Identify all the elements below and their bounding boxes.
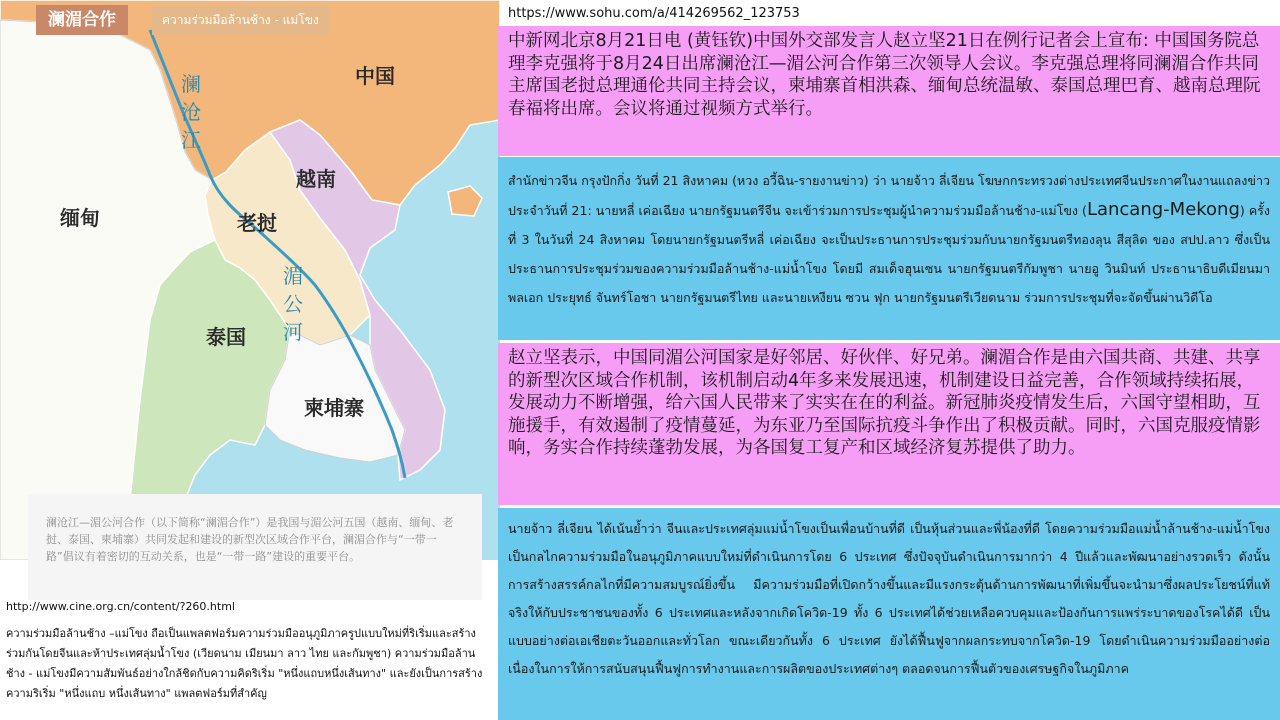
map-caption: 澜沧江—湄公河合作（以下简称“澜湄合作”）是我国与湄公河五国（越南、缅甸、老挝、泰国、柬埔寨）共同发起和建设的新型次区域合作平台，澜湄合作与“一带一路”倡议有着密切的互动关系，也是“一带一路”建设的重要平台。 (28, 494, 482, 600)
source-url-right: https://www.sohu.com/a/414269562_123753 (508, 6, 800, 21)
source-url-left: http://www.cine.org.cn/content/?260.html (6, 600, 235, 613)
label-vietnam: 越南 (296, 167, 336, 191)
label-mekong-river: 湄公河 (283, 264, 303, 344)
label-laos: 老挝 (237, 211, 277, 235)
mekong-map (0, 0, 500, 560)
label-china: 中国 (355, 64, 395, 88)
label-lancang-river: 澜沧江 (181, 72, 201, 152)
lmc-thai-title-tag: ความร่วมมือล้านช้าง - แม่โขง (152, 5, 329, 35)
chinese-paragraph-2: 赵立坚表示，中国同湄公河国家是好邻居、好伙伴、好兄弟。澜湄合作是由六国共商、共建、共享的新型次区域合作机制，该机制启动4年多来发展迅速，机制建设日益完善，合作领域持续拓展，发展动力不断增强，给六国人民带来了实实在在的利益。新冠肺炎疫情发生后，六国守望相助，互施援手，有效遏制了疫情蔓延，为东亚乃至国际抗疫斗争作出了积极贡献。同时，六国克服疫情影响，务实合作持续蓬勃发展，为各国复工复产和区域经济复苏提供了助力。 (498, 343, 1280, 505)
label-thailand: 泰国 (206, 325, 246, 349)
label-myanmar: 缅甸 (60, 206, 100, 230)
chinese-paragraph-1: 中新网北京8月21日电 (黄钰钦)中国外交部发言人赵立坚21日在例行记者会上宣布: 中国国务院总理李克强将于8月24日出席澜沧江—湄公河合作第三次领导人会议。李克强总理将同澜湄合作共同主席国老挝总理通伦共同主持会议，柬埔寨首相洪森、缅甸总统温敏、泰国总理巴育、越南总理阮春福将出席。会议将通过视频方式举行。 (498, 26, 1280, 156)
thai-paragraph-1 (498, 157, 1280, 340)
label-cambodia: 柬埔寨 (304, 396, 364, 420)
lancang-mekong-term: Lancang-Mekong (1086, 199, 1240, 220)
left-thai-paragraph: ความร่วมมือล้านช้าง –แม่โขง ถือเป็นแพลตฟอร์มความร่วมมืออนุภูมิภาครูปแบบใหม่ที่ริเริ่มและสร้างร่วมกันโดยจีนและห้าประเทศลุ่มน้ำโขง (เวียดนาม เมียนมา ลาว ไทย และกัมพูชา) ความร่วมมือล้านช้าง - แม่โขงมีความสัมพันธ์อย่างใกล้ชิดกับความคิดริเริ่ม "หนึ่งแถบหนึ่งเส้นทาง" และยังเป็นการสร้างความริเริ่ม "หนึ่งแถบ หนึ่งเส้นทาง" แพลตฟอร์มที่สำคัญ (6, 627, 483, 700)
thai-paragraph-1-part-b: ) ครั้งที่ 3 ในวันที่ 24 สิงหาคม โดยนายกรัฐมนตรีหลี่ เค่อเฉียง จะเป็นประธานการประชุมร่วมกับนายกรัฐมนตรีทองลุน สีสุลิด ของ สปป.ลาว ซึ่งเป็นประธานการประชุมร่วมของความร่วมมือล้านช้าง-แม่น้ำโขง โดยมี สมเด็จฮุนเซน นายกรัฐมนตรีกัมพูชา นายอู วินมินท์ ประธานาธิบดีเมียนมา พลเอก ประยุทธ์ จันทร์โอชา นายกรัฐมนตรีไทย และนายเหงียน ซวน ฟุก นายกรัฐมนตรีเวียดนาม ร่วมการประชุมที่จะจัดขึ้นผ่านวิดีโอ (508, 203, 1271, 305)
region-hainan (448, 186, 482, 216)
thai-paragraph-2: นายจ้าว ลี่เจียน ได้เน้นย้ำว่า จีนและประเทศลุ่มแม่น้ำโขงเป็นเพื่อนบ้านที่ดี เป็นหุ้นส่วนและพี่น้องที่ดี โดยความร่วมมือแม่น้ำล้านช้าง-แม่น้ำโขงเป็นกลไกความร่วมมือในอนุภูมิภาคแบบใหม่ที่ดำเนินการโดย 6 ประเทศ ซึ่งปัจจุบันดำเนินการมากว่า 4 ปีแล้วและพัฒนาอย่างรวดเร็ว ดังนั้น การสร้างสรรค์กลไกที่มีความสมบูรณ์ยิ่งขึ้น มีความร่วมมือที่เปิดกว้างขึ้นและมีแรงกระตุ้นด้านการพัฒนาที่เพิ่มขึ้นจะนำมาซึ่งผลประโยชน์ที่แท้จริงให้กับประชาชนของทั้ง 6 ประเทศและหลังจากเกิดโควิด-19 ทั้ง 6 ประเทศได้ช่วยเหลือควบคุมและป้องกันการแพร่ระบาดของโรคได้ดี เป็นแบบอย่างต่อเอเชียตะวันออกและทั่วโลก ขณะเดียวกันทั้ง 6 ประเทศ ยังได้ฟื้นฟูจากผลกระทบจากโควิด-19 โดยดำเนินความร่วมมืออย่างต่อเนื่องในการให้การสนับสนุนฟื้นฟูการทำงานและการผลิตของประเทศต่างๆ ตลอดจนการฟื้นตัวของเศรษฐกิจในภูมิภาค (498, 508, 1280, 720)
thai-paragraph-1-part-a: สำนักข่าวจีน กรุงปักกิ่ง วันที่ 21 สิงหาคม (หวง อวี้ฉิน-รายงานข่าว) ว่า นายจ้าว ลี่เจียน โฆษกกระทรวงต่างประเทศจีนประกาศในงานแถลงข่าวประจำวันที่ 21: นายหลี่ เค่อเฉียง นายกรัฐมนตรีจีน จะเข้าร่วมการประชุมผู้นำความร่วมมือล้านช้าง-แม่โขง ( (508, 173, 1270, 218)
map-graphic (0, 0, 500, 560)
lmc-title-tag: 澜湄合作 (36, 5, 128, 35)
